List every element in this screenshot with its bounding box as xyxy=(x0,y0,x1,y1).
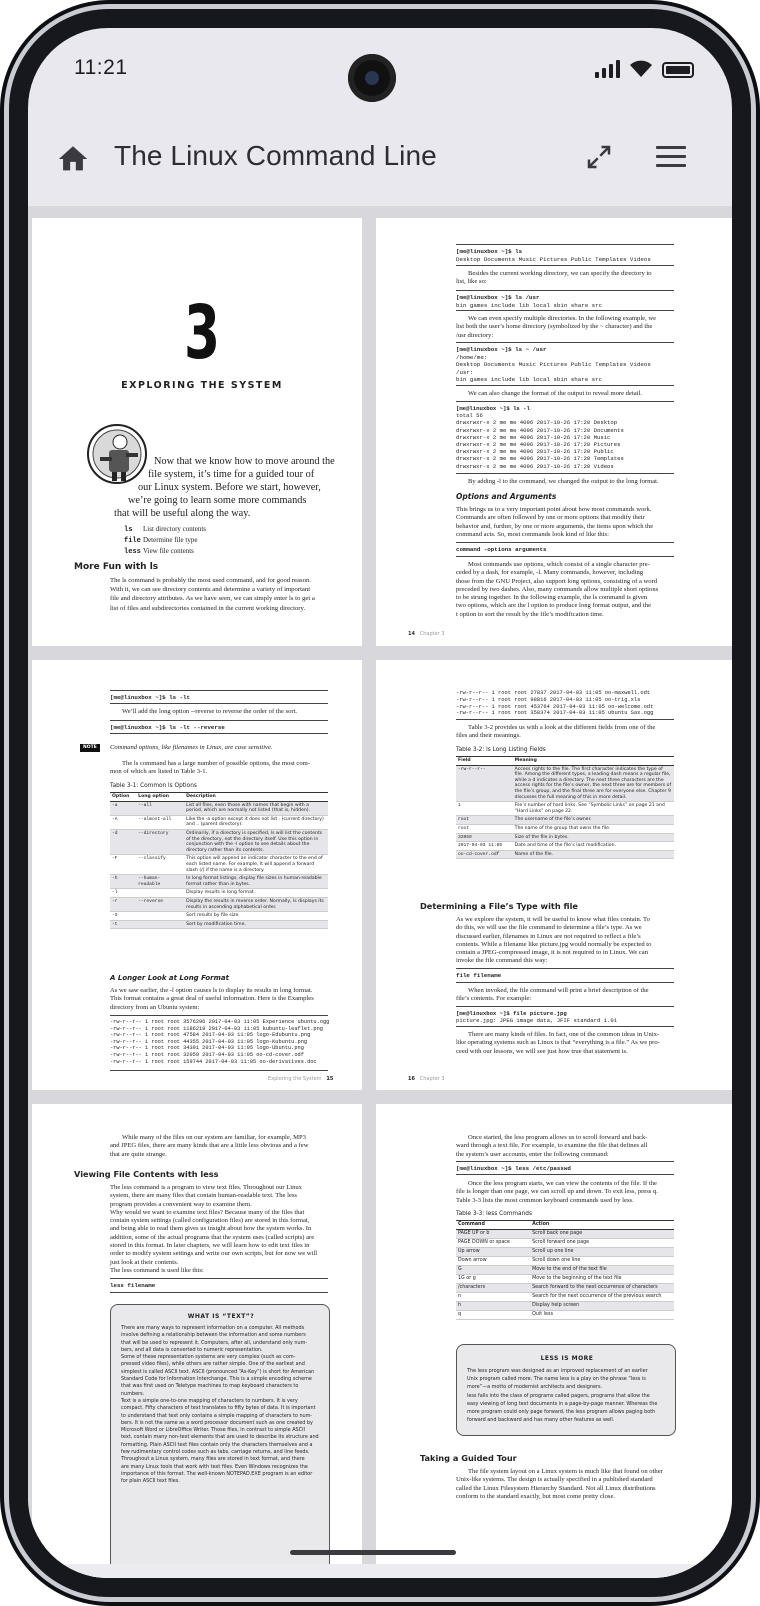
para-line: The ls command is probably the most used command, and for good reason. xyxy=(110,577,311,584)
page-18 xyxy=(376,1104,732,1578)
page-folio: 16 Chapter 3 xyxy=(408,1076,445,1082)
table-header: Field xyxy=(456,757,513,766)
table-cell: -h xyxy=(110,875,136,889)
table-cell: --classify xyxy=(136,855,184,875)
app-title: The Linux Command Line xyxy=(114,140,437,171)
table-header: Long option xyxy=(136,793,184,802)
chapter-title: EXPLORING THE SYSTEM xyxy=(121,380,283,391)
less-commands-table xyxy=(456,1220,674,1320)
table-cell: Move to the end of the text file xyxy=(530,1266,674,1275)
table-cell: h xyxy=(456,1302,530,1311)
table-caption: Table 3-2: ls Long Listing Fields xyxy=(456,747,546,753)
screen xyxy=(28,28,732,1578)
table-row xyxy=(456,1293,674,1302)
table-cell: Name of the file. xyxy=(513,850,674,859)
table-row xyxy=(110,855,328,875)
table-cell: root xyxy=(456,824,513,833)
table-row xyxy=(456,1284,674,1293)
app-bar xyxy=(28,128,732,208)
table-cell: Up arrow xyxy=(456,1248,530,1257)
table-cell: -d xyxy=(110,829,136,854)
text-line: By adding -l to the command, we changed the output to the long format. xyxy=(468,478,659,485)
table-row xyxy=(456,1248,674,1257)
table-row xyxy=(110,897,328,911)
table-row xyxy=(110,920,328,929)
table-cell: Scroll down one line xyxy=(530,1257,674,1266)
page-17 xyxy=(32,1104,362,1578)
table-cell: --reverse xyxy=(136,897,184,911)
table-cell: Display results in long format. xyxy=(184,889,328,898)
table-cell: -rw-r--r-- xyxy=(456,765,513,802)
sidebar-box xyxy=(456,1344,676,1436)
table-row xyxy=(456,1275,674,1284)
text-block: While many of the files on our system are familiar, for example, MP3 and JPEG files, there are many kinds that are a little less obvious and a few that are quite strange. xyxy=(110,1134,309,1158)
table-row xyxy=(110,889,328,898)
table-row xyxy=(456,1257,674,1266)
table-cell xyxy=(136,889,184,898)
table-row xyxy=(456,824,674,833)
table-cell: Access rights to the file. The first character indicates the type of file. Among the different types, a leading dash means a regular file, while a d indicates a directory. The next three characters are the access rights for the file’s owner, the next three are for members of the file’s group, and the final three are for everyone else. Chapter 9 discusses the full meaning of this in more detail. xyxy=(513,765,674,802)
front-camera xyxy=(348,54,396,102)
table-cell: Scroll up one line xyxy=(530,1248,674,1257)
table-row xyxy=(110,815,328,829)
code-block: [me@linuxbox ~]$ ls Desktop Documents Music Pictures Public Templates Videos xyxy=(456,248,651,263)
home-icon[interactable] xyxy=(56,142,90,176)
table-caption: Table 3-3: less Commands xyxy=(456,1211,532,1217)
section-paragraph xyxy=(110,576,315,613)
para-line: With it, we can see directory contents and determine a variety of important xyxy=(110,586,311,594)
table-row xyxy=(110,829,328,854)
table-cell: 32059 xyxy=(456,833,513,842)
table-cell: Date and time of the file’s last modification. xyxy=(513,842,674,851)
home-indicator[interactable] xyxy=(290,1550,456,1555)
intro-line: we’re going to learn some more commands xyxy=(128,495,307,506)
text-block: Table 3-2 provides us with a look at the different fields from one of the files and their meanings. xyxy=(456,724,656,740)
sidebar-text: There are many ways to represent information on a computer. All methods involve defining a relationship between the information and some numbers that will be used to represent it. Computers, after all, understand only num- bers, and all data is converted to numeric representation. Some of these representation systems are very complex (such as com- pressed video files), while others are rather simple. One of the earliest and simplest is called ASCII text. ASCII (pronounced “As-Key”) is short for American Standard Code for Information Interchange. This is a simple encoding scheme that was first used on Teletype machines to map keyboard characters to numbers. Text is a simple one-to-one mapping of characters to numbers. It is very compact. Fifty characters of text translates to fifty bytes of data. It is important to understand that text only contains a simple mapping of characters to num- bers. It is not the same as a word processor document such as one created by Microsoft Word or LibreOffice Writer. Those files, in contrast to simple ASCII text, contain many non-text elements that are used to describe its structure and formatting. Plain ASCII text files contain only the characters themselves and a few rudimentary control codes such as tabs, carriage returns, and line feeds. Throughout a Linux system, many files are stored in text format, and there are many Linux tools that work with text files. Even Windows recognizes the importance of this format. The well-known NOTEPAD.EXE program is an editor for plain ASCII text files. xyxy=(121,1325,319,1485)
intro-line: that will be useful along the way. xyxy=(114,508,251,519)
subheading: Options and Arguments xyxy=(456,492,557,501)
table-header: Option xyxy=(110,793,136,802)
table-cell: Like the -a option except it does not list . (current directory) and .. (parent directory). xyxy=(184,815,328,829)
table-cell: --all xyxy=(136,801,184,815)
table-header: Action xyxy=(530,1221,674,1230)
table-cell: The name of the group that owns the file. xyxy=(513,824,674,833)
table-cell: /characters xyxy=(456,1284,530,1293)
intro-line: file system, it’s time for a guided tour of xyxy=(148,469,315,480)
section-heading: More Fun with ls xyxy=(74,562,159,572)
table-cell: Display the results in reverse order. Normally, ls displays its results in ascending alphabetical order. xyxy=(184,897,328,911)
sidebar-title: LESS IS MORE xyxy=(540,1355,594,1362)
table-cell: -l xyxy=(110,889,136,898)
page-16 xyxy=(376,660,732,1090)
table-cell: oo-cd-cover.odf xyxy=(456,850,513,859)
table-cell: File’s number of hard links. See “Symbolic Links” on page 21 and “Hard Links” on page 22. xyxy=(513,802,674,816)
table-cell: 1G or g xyxy=(456,1275,530,1284)
table-cell xyxy=(136,912,184,921)
page-13 xyxy=(32,218,362,646)
table-row xyxy=(456,765,674,802)
code-line: file filename xyxy=(456,972,502,979)
table-cell: PAGE DOWN or space xyxy=(456,1239,530,1248)
status-icons xyxy=(595,58,694,78)
table-cell: Search for the next occurrence of the previous search xyxy=(530,1293,674,1302)
text-block: When invoked, the file command will print a brief description of the file’s contents. For example: xyxy=(456,987,649,1003)
code-line: less filename xyxy=(110,1282,156,1289)
table-cell: -r xyxy=(110,897,136,911)
code-block: -rw-r--r-- 1 root root 27837 2017-04-03 11:05 oo-maxwell.odt -rw-r--r-- 1 root root 98816 2017-04-03 11:05 oo-trig.xls -rw-r--r-- 1 root root 453764 2017-04-03 11:05 oo-welcome.odt -rw-r--r-- 1 root root 358374 2017-04-03 11:05 ubuntu Sax.ogg xyxy=(456,690,654,717)
table-cell: PAGE UP or b xyxy=(456,1230,530,1239)
table-cell: n xyxy=(456,1293,530,1302)
table-cell: Quit less xyxy=(530,1311,674,1320)
section-heading: Taking a Guided Tour xyxy=(420,1453,517,1463)
table-cell: -F xyxy=(110,855,136,875)
table-header: Description xyxy=(184,793,328,802)
text-block: There are many kinds of files. In fact, one of the common ideas in Unix- like operating systems such as Linux is that “everything is a file.” As we pro- ceed with our lessons, we will see just how true that statement is. xyxy=(456,1031,660,1055)
page-14 xyxy=(376,218,732,646)
section-heading: Viewing File Contents with less xyxy=(74,1169,219,1179)
table-cell: Down arrow xyxy=(456,1257,530,1266)
intro-line: our Linux system. Before we start, however, xyxy=(138,482,321,493)
table-cell: --directory xyxy=(136,829,184,854)
table-cell: This option will append an indicator character to the end of each listed name. For example, it will append a forward slash (/) if the name is a directory. xyxy=(184,855,328,875)
sidebar-box xyxy=(110,1304,330,1578)
signal-icon xyxy=(595,60,620,78)
status-bar xyxy=(28,28,732,128)
table-cell: Search forward to the next occurrence of characters xyxy=(530,1284,674,1293)
table-cell: In long format listings, display file sizes in human-readable format rather than in bytes. xyxy=(184,875,328,889)
table-cell: G xyxy=(456,1266,530,1275)
page-folio: Exploring the System 15 xyxy=(268,1076,334,1082)
code-block: [me@linuxbox ~]$ ls -l total 56 drwxrwxr-x 2 me me 4096 2017-10-26 17:20 Desktop drwxrwxr-x 2 me me 4096 2017-10-26 17:20 Documents drwxrwxr-x 2 me me 4096 2017-10-26 17:20 Music drwxrwxr-x 2 me me 4096 2017-10-26 17:20 Pictures drwxrwxr-x 2 me me 4096 2017-10-26 17:20 Public drwxrwxr-x 2 me me 4096 2017-10-26 17:20 Templates drwxrwxr-x 2 me me 4096 2017-10-26 17:20 Videos xyxy=(456,405,624,470)
wifi-icon xyxy=(628,58,654,78)
para-line: list of files and subdirectories contained in the current working directory. xyxy=(110,604,306,612)
code-line: command -options arguments xyxy=(456,546,547,553)
sidebar-title: WHAT IS “TEXT”? xyxy=(187,1313,255,1320)
table-row xyxy=(456,1302,674,1311)
code-line: [me@linuxbox ~]$ ls -lt --reverse xyxy=(110,724,225,731)
table-cell: List all files, even those with names that begin with a period, which are normally not listed (that is, hidden). xyxy=(184,801,328,815)
table-row xyxy=(456,842,674,851)
command-item: ls List directory contents xyxy=(124,525,206,534)
table-row xyxy=(110,801,328,815)
table-row xyxy=(110,875,328,889)
table-cell: Ordinarily, if a directory is specified, ls will list the contents of the directory, not the directory itself. Use this option in conjunction with the -l option to see details about the directory rather than its contents. xyxy=(184,829,328,854)
note-text: Command options, like filenames in Linux, are case sensitive. xyxy=(110,744,273,751)
text-line: We’ll add the long option --reverse to reverse the order of the sort. xyxy=(122,708,298,715)
chapter-illustration xyxy=(86,423,148,489)
bottom-bar xyxy=(28,1564,732,1578)
table-cell: Sort results by file size. xyxy=(184,912,328,921)
text-block: Once the less program starts, we can view the contents of the file. If the file is longer than one page, we can scroll up and down. To exit less, press q. Table 3-3 lists the most common keyboard commands used by less. xyxy=(456,1180,658,1204)
text-line: We can also change the format of the output to reveal more detail. xyxy=(468,390,642,397)
code-block: [me@linuxbox ~]$ ls /usr bin games include lib local sbin share src xyxy=(456,294,603,309)
table-cell: --almost-all xyxy=(136,815,184,829)
text-block: The file system layout on a Linux system is much like that found on other Unix-like systems. The design is actually specified in a published standard called the Linux Filesystem Hierarchy Standard. Not all Linux distributions conform to the standard exactly, but most come pretty close. xyxy=(456,1468,663,1500)
code-line: [me@linuxbox ~]$ ls -lt xyxy=(110,694,191,701)
note-label: NOTE xyxy=(80,744,100,752)
table-cell xyxy=(136,920,184,929)
text-block: The less command is a program to view text files. Throughout our Linux system, there are many files that contain human-readable text. The less program provides a convenient way to examine them. Why would we want to examine text files? Because many of the files that contain system settings (called configuration files) are stored in this format, and being able to read them gives us insight about how the system works. In addition, some of the actual programs that the system uses (called scripts) are stored in this format. In later chapters, we will learn how to edit text files in order to modify system settings and write our own scripts, but for now we will just look at their contents. The less command is used like this: xyxy=(110,1184,318,1274)
table-cell: -a xyxy=(110,801,136,815)
table-cell: Sort by modification time. xyxy=(184,920,328,929)
table-caption: Table 3-1: Common ls Options xyxy=(110,783,197,789)
command-item: file Determine file type xyxy=(124,536,198,545)
table-cell: Move to the beginning of the text file xyxy=(530,1275,674,1284)
text-block: The ls command has a large number of possible options, the most com- mon of which are listed in Table 3-1. xyxy=(110,760,310,776)
page-viewer[interactable] xyxy=(28,206,732,1578)
table-row xyxy=(456,1230,674,1239)
text-block: We can even specify multiple directories. In the following example, we list both the user’s home directory (symbolized by the ~ character) and the /usr directory: xyxy=(456,315,657,339)
table-row xyxy=(456,1239,674,1248)
page-folio: 14 Chapter 3 xyxy=(408,631,445,637)
status-time: 11:21 xyxy=(74,56,128,79)
table-cell: Scroll back one page xyxy=(530,1230,674,1239)
code-line: [me@linuxbox ~]$ less /etc/passwd xyxy=(456,1165,571,1172)
table-cell: q xyxy=(456,1311,530,1320)
menu-icon[interactable] xyxy=(656,146,686,168)
table-row xyxy=(456,850,674,859)
text-block: Besides the current working directory, we can specify the directory to list, like so: xyxy=(456,270,652,286)
chapter-number: 3 xyxy=(183,290,221,376)
table-cell: The username of the file’s owner. xyxy=(513,816,674,825)
table-cell: 2017-04-03 11:05 xyxy=(456,842,513,851)
table-cell: 1 xyxy=(456,802,513,816)
text-block: This brings us to a very important point about how most commands work. Commands are often followed by one or more options that modify their behavior and, further, by one or more arguments, the items upon which the command acts. So, most commands look kind of like this: xyxy=(456,506,654,538)
sidebar-text: The less program was designed as an improved replacement of an earlier Unix program called more. The name less is a play on the phrase “less is more”—a motto of modernist architects and designers. less falls into the class of programs called pagers, programs that allow the easy viewing of long text documents in a page-by-page manner. Whereas the more program could only page forward, the less program allows paging both forward and backward and has many other features as well. xyxy=(467,1368,658,1424)
table-row xyxy=(456,1266,674,1275)
long-listing-fields-table xyxy=(456,756,674,859)
battery-icon xyxy=(662,62,694,78)
table-row xyxy=(456,833,674,842)
command-list xyxy=(124,524,206,557)
table-row xyxy=(456,816,674,825)
text-block: Most commands use options, which consist of a single character pre- ceded by a dash, for example, -l. Many commands, however, including those from the GNU Project, also support long options, consisting of a word preceded by two dashes. Also, many commands allow multiple short options to be strung together. In the following example, the ls command is given two options, which are the l option to produce long format output, and the t option to sort the result by the file’s modification time. xyxy=(456,561,659,618)
code-block: [me@linuxbox ~]$ file picture.jpg picture.jpg: JPEG image data, JFIF standard 1.01 xyxy=(456,1010,618,1025)
text-block: As we saw earlier, the -l option causes ls to display its results in long format. This format contains a great deal of useful information. Here is the Examples directory from an Ubuntu system: xyxy=(110,987,314,1011)
text-block: Once started, the less program allows us to scroll forward and back- ward through a text file. For example, to examine the file that defines all the system’s user accounts, enter the following command: xyxy=(456,1134,648,1158)
intro-line: Now that we know how to move around the xyxy=(154,456,335,467)
code-block: [me@linuxbox ~]$ ls ~ /usr /home/me: Desktop Documents Music Pictures Public Templates Videos /usr: bin games include lib local sbin share src xyxy=(456,346,651,383)
table-cell: -t xyxy=(110,920,136,929)
command-item: less View file contents xyxy=(124,547,194,556)
table-row xyxy=(456,1311,674,1320)
para-line: file and directory attributes. As we have seen, we can simply enter ls to get a xyxy=(110,595,315,603)
table-cell: -S xyxy=(110,912,136,921)
table-cell: Scroll forward one page xyxy=(530,1239,674,1248)
table-row xyxy=(110,912,328,921)
table-row xyxy=(456,802,674,816)
table-cell: root xyxy=(456,816,513,825)
ls-options-table xyxy=(110,792,328,929)
section-heading: Determining a File’s Type with file xyxy=(420,901,578,911)
table-cell: Display help screen xyxy=(530,1302,674,1311)
table-cell: Size of the file in bytes. xyxy=(513,833,674,842)
table-header: Meaning xyxy=(513,757,674,766)
text-block: As we explore the system, it will be useful to know what files contain. To do this, we will use the file command to determine a file’s type. As we discussed earlier, filenames in Linux are not required to reflect a file’s contents. While a filename like picture.jpg would normally be expected to contain a JPEG-compressed image, it is not required to in Linux. We can invoke the file command this way: xyxy=(456,916,652,965)
code-block: -rw-r--r-- 1 root root 3576296 2017-04-03 11:05 Experience ubuntu.ogg -rw-r--r-- 1 root root 1186219 2017-04-03 11:05 kubuntu-leaflet.png -rw-r--r-- 1 root root 47584 2017-04-03 11:05 logo-Edubuntu.png -rw-r--r-- 1 root root 44355 2017-04-03 11:05 logo-Kubuntu.png -rw-r--r-- 1 root root 34391 2017-04-03 11:05 logo-Ubuntu.png -rw-r--r-- 1 root root 32059 2017-04-03 11:05 oo-cd-cover.odf -rw-r--r-- 1 root root 159744 2017-04-03 11:05 oo-derivatives.doc xyxy=(110,1019,330,1065)
table-cell: -A xyxy=(110,815,136,829)
subheading: A Longer Look at Long Format xyxy=(110,974,229,982)
expand-icon[interactable] xyxy=(584,142,614,172)
table-header: Command xyxy=(456,1221,530,1230)
page-15 xyxy=(32,660,362,1090)
table-cell: --human-readable xyxy=(136,875,184,889)
